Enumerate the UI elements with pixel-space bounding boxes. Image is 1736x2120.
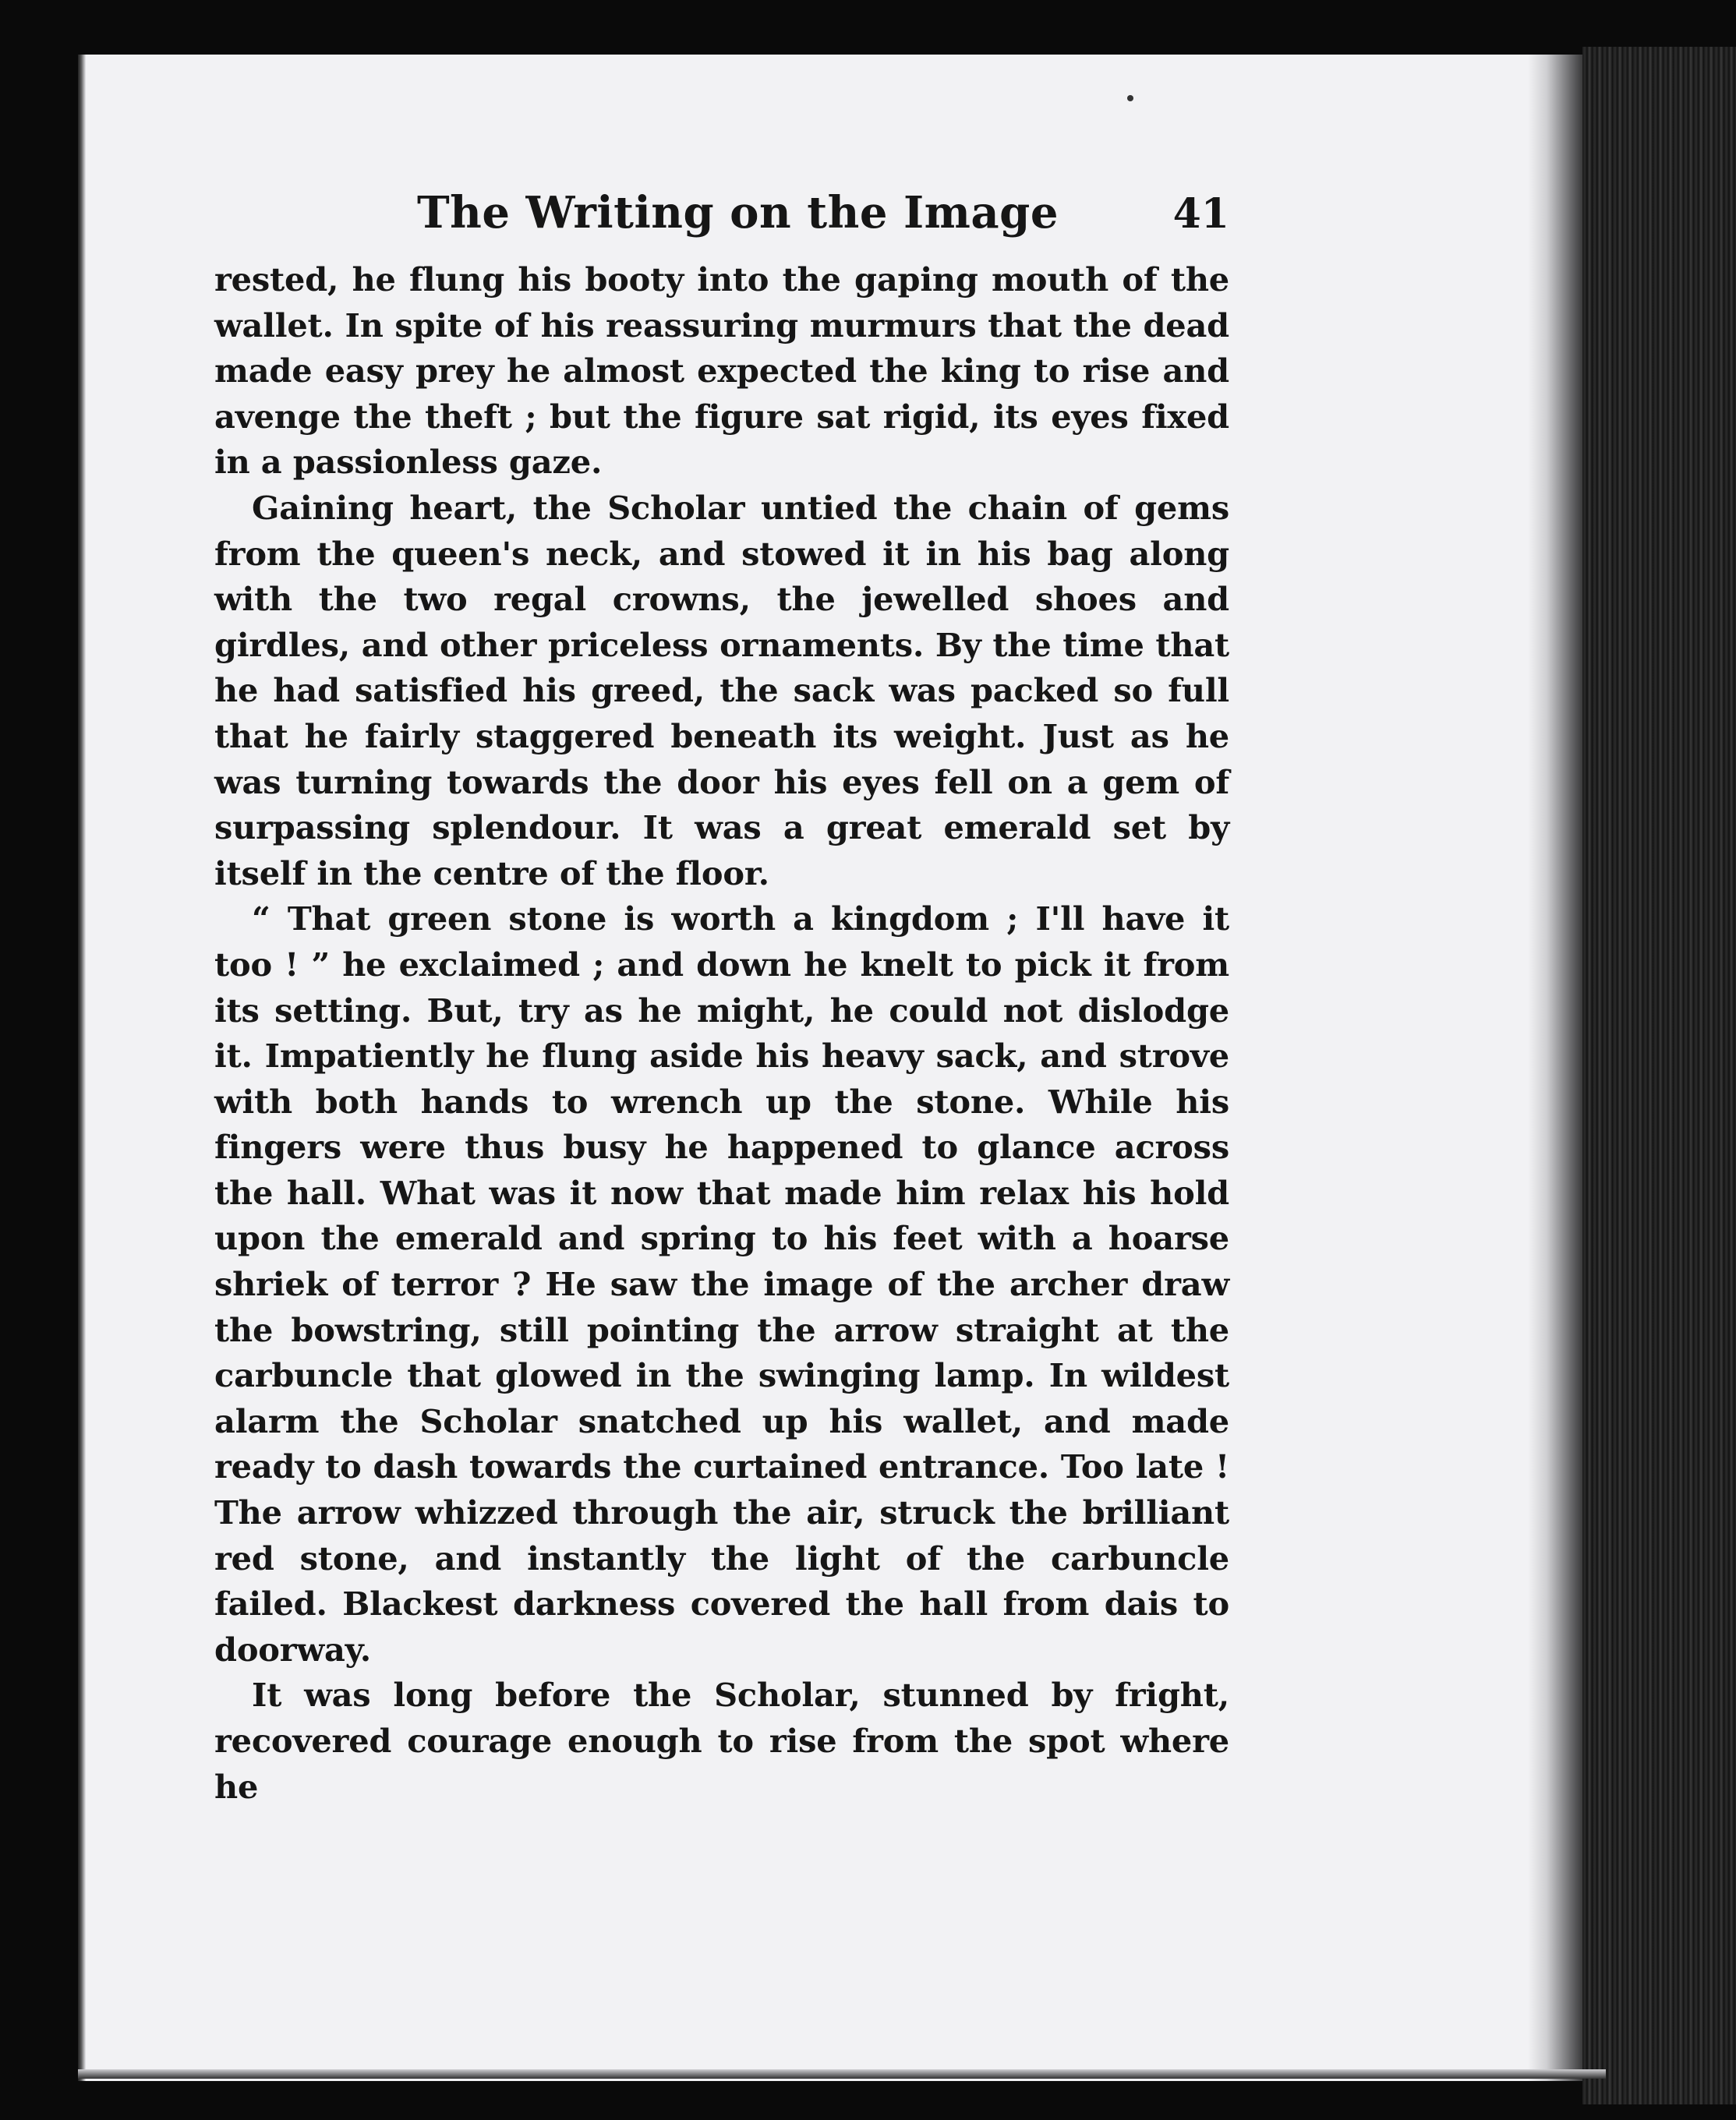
page-number: 41 [1172,190,1229,238]
page-bottom-edge [78,2069,1606,2079]
page-gutter [78,55,86,2081]
running-head [214,187,1229,257]
body-text [214,257,1229,1810]
paragraph-1: rested, he flung his booty into the gaping mouth of the wallet. In spite of his reassuring murmurs that the dead made easy prey he almost expected the king to rise and avenge the theft ; but the figure sat rigid, its eyes fixed in a passionless gaze. [214,260,1229,482]
page-edge-shadow [1528,55,1590,2081]
paragraph-3: “ That green stone is worth a kingdom ; I'll have it too ! ” he exclaimed ; and down he knelt to pick it from its setting. But, try as he might, he could not dislodge it. Impatiently he flung aside his heavy sack, and strove with both hands to wrench up the stone. While his fingers were thus busy he happened to glance across the hall. What was it now that made him relax his hold upon the emerald and spring to his feet with a hoarse shriek of terror ? He saw the image of the archer draw the bowstring, still pointing the arrow straight at the carbuncle that glowed in the swinging lamp. In wildest alarm the Scholar snatched up his wallet, and made ready to dash towards the curtained entrance. Too late ! The arrow whizzed through the air, struck the brilliant red stone, and instantly the light of the carbuncle failed. Blackest darkness covered the hall from dais to doorway. [214,899,1229,1669]
scan-speck [1127,95,1133,101]
page-content [214,187,1229,1810]
paragraph-4: It was long before the Scholar, stunned by fright, recovered courage enough to rise from the spot where he [214,1676,1229,1806]
running-title: The Writing on the Image [417,187,1059,238]
paragraph-2: Gaining heart, the Scholar untied the chain of gems from the queen's neck, and stowed it in his bag along with the two regal crowns, the jewelled shoes and girdles, and other priceless ornaments. By the time that he had satisfied his greed, the sack was packed so full that he fairly staggered beneath its weight. Just as he was turning towards the door his eyes fell on a gem of surpassing splendour. It was a great emerald set by itself in the centre of the floor. [214,488,1229,892]
book-page-edges [1582,47,1736,2104]
